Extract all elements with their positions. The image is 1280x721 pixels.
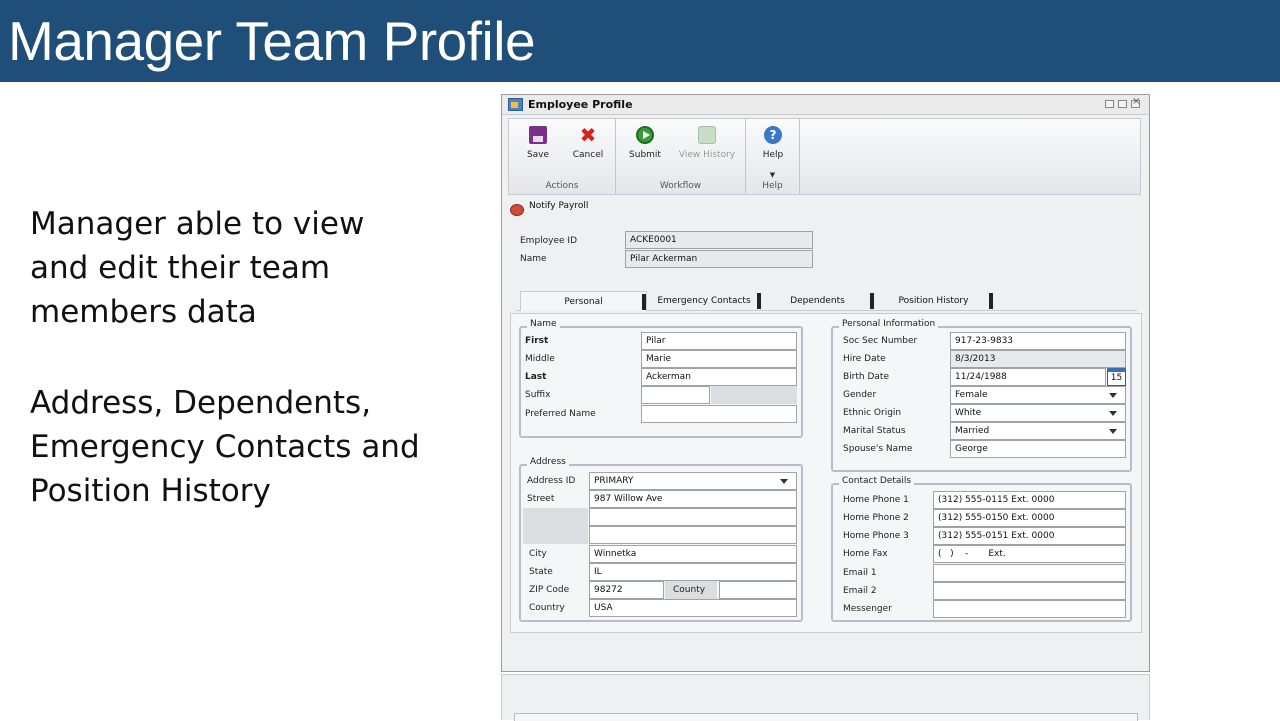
birth-date-input[interactable]: 11/24/1988 [950,368,1106,386]
profile-tabs [516,291,1137,311]
notify-payroll-icon [510,204,524,216]
ribbon-group-actions [509,119,616,194]
last-name-input[interactable]: Ackerman [641,368,797,386]
bullet-text-2: Address, Dependents, Emergency Contacts and Position History [30,385,420,509]
submit-label: Submit [629,150,661,160]
home-phone-3-label: Home Phone 3 [843,531,909,541]
email-2-input[interactable] [933,582,1126,600]
ssn-input[interactable]: 917-23-9833 [950,332,1126,350]
group-label-workflow: Workflow [659,181,702,191]
employee-id-field: ACKE0001 [625,231,813,249]
name-field: Pilar Ackerman [625,250,813,268]
city-input[interactable]: Winnetka [589,545,797,563]
view-history-label: View History [678,150,736,160]
calendar-icon[interactable]: 15 [1107,368,1126,386]
help-label: Help [762,150,784,160]
marital-status-label: Marital Status [843,426,906,436]
tab-emergency-contacts[interactable]: Emergency Contacts [647,291,761,311]
gender-label: Gender [843,390,877,400]
address-id-label: Address ID [527,476,576,486]
email-1-input[interactable] [933,564,1126,582]
email-1-label: Email 1 [843,568,877,578]
suffix-label: Suffix [525,390,551,400]
zip-code-label: ZIP Code [529,585,570,595]
personal-tab-panel [510,313,1142,633]
suffix-input[interactable] [641,386,710,404]
close-icon[interactable] [1131,100,1140,108]
home-phone-1-label: Home Phone 1 [843,495,909,505]
state-label: State [529,567,553,577]
city-label: City [529,549,547,559]
ribbon-group-workflow [616,119,746,194]
tab-position-history[interactable]: Position History [874,291,993,311]
messenger-label: Messenger [843,604,892,614]
street-line3-input[interactable] [589,526,797,544]
window-title: Employee Profile [528,98,633,111]
window-titlebar [502,95,1149,115]
home-phone-1-input[interactable]: (312) 555-0115 Ext. 0000 [933,491,1126,509]
cancel-button[interactable] [565,123,611,167]
save-button[interactable] [515,123,561,167]
tab-dependents[interactable]: Dependents [761,291,874,311]
middle-label: Middle [525,354,555,364]
group-label-help: Help [762,181,783,191]
save-disk-icon [529,126,547,144]
birth-date-label: Birth Date [843,372,889,382]
name-label: Name [520,254,547,264]
ribbon-group-help [746,119,800,194]
ribbon-toolbar [508,118,1141,195]
suffix-filler [711,386,797,404]
save-label: Save [526,150,550,160]
name-group-legend: Name [527,319,560,329]
cancel-x-icon: ✖ [579,123,597,147]
street-label-filler [523,508,588,544]
ssn-label: Soc Sec Number [843,336,918,346]
contact-details-legend: Contact Details [839,476,914,486]
notify-payroll-label: Notify Payroll [529,201,589,211]
contact-details-group [831,476,1132,622]
history-icon [698,126,716,144]
name-group [519,319,803,438]
ethnic-origin-label: Ethnic Origin [843,408,902,418]
personal-info-group [831,319,1132,472]
marital-status-select[interactable]: Married [950,422,1126,440]
gender-select[interactable]: Female [950,386,1126,404]
home-phone-2-label: Home Phone 2 [843,513,909,523]
home-phone-3-input[interactable]: (312) 555-0151 Ext. 0000 [933,527,1126,545]
title-banner [0,0,1280,82]
ethnic-origin-select[interactable]: White [950,404,1126,422]
minimize-icon[interactable] [1105,100,1114,108]
first-name-input[interactable]: Pilar [641,332,797,350]
preferred-name-input[interactable] [641,405,797,423]
hire-date-label: Hire Date [843,354,886,364]
country-input[interactable]: USA [589,599,797,617]
email-2-label: Email 2 [843,586,877,596]
chevron-down-icon[interactable]: ▼ [769,171,776,179]
address-group [519,457,803,622]
spouse-name-label: Spouse's Name [843,444,913,454]
address-legend: Address [527,457,569,467]
help-question-icon: ? [764,126,782,144]
profile-app-icon [508,98,523,111]
country-label: Country [529,603,565,613]
street-line2-input[interactable] [589,508,797,526]
group-label-actions: Actions [545,181,579,191]
help-button[interactable] [750,123,796,167]
personal-info-legend: Personal Information [839,319,938,329]
tab-personal[interactable]: Personal [520,291,647,311]
employee-profile-window [501,94,1150,672]
county-input[interactable] [719,581,797,599]
home-fax-input[interactable]: ( ) - Ext. [933,545,1126,563]
street-label: Street [527,494,555,504]
submit-play-icon [636,126,654,144]
maximize-icon[interactable] [1118,100,1127,108]
middle-name-input[interactable]: Marie [641,350,797,368]
second-window-edge [501,674,1150,720]
view-history-button[interactable] [674,123,740,167]
submit-button[interactable] [622,123,668,167]
county-label: County [665,581,717,599]
home-fax-label: Home Fax [843,549,888,559]
first-label: First [525,336,549,346]
last-label: Last [525,372,547,382]
cancel-label: Cancel [572,150,604,160]
hire-date-field: 8/3/2013 [950,350,1126,368]
employee-id-label: Employee ID [520,236,578,246]
bullet-text-1: Manager able to view and edit their team members data [30,206,365,330]
state-input[interactable]: IL [589,563,797,581]
zip-code-input[interactable]: 98272 [589,581,664,599]
slide-title: Manager Team Profile [8,10,536,72]
messenger-input[interactable] [933,600,1126,618]
spouse-name-input[interactable]: George [950,440,1126,458]
address-id-select[interactable]: PRIMARY [589,472,797,490]
preferred-name-label: Preferred Name [525,409,596,419]
home-phone-2-input[interactable]: (312) 555-0150 Ext. 0000 [933,509,1126,527]
street-input[interactable]: 987 Willow Ave [589,490,797,508]
